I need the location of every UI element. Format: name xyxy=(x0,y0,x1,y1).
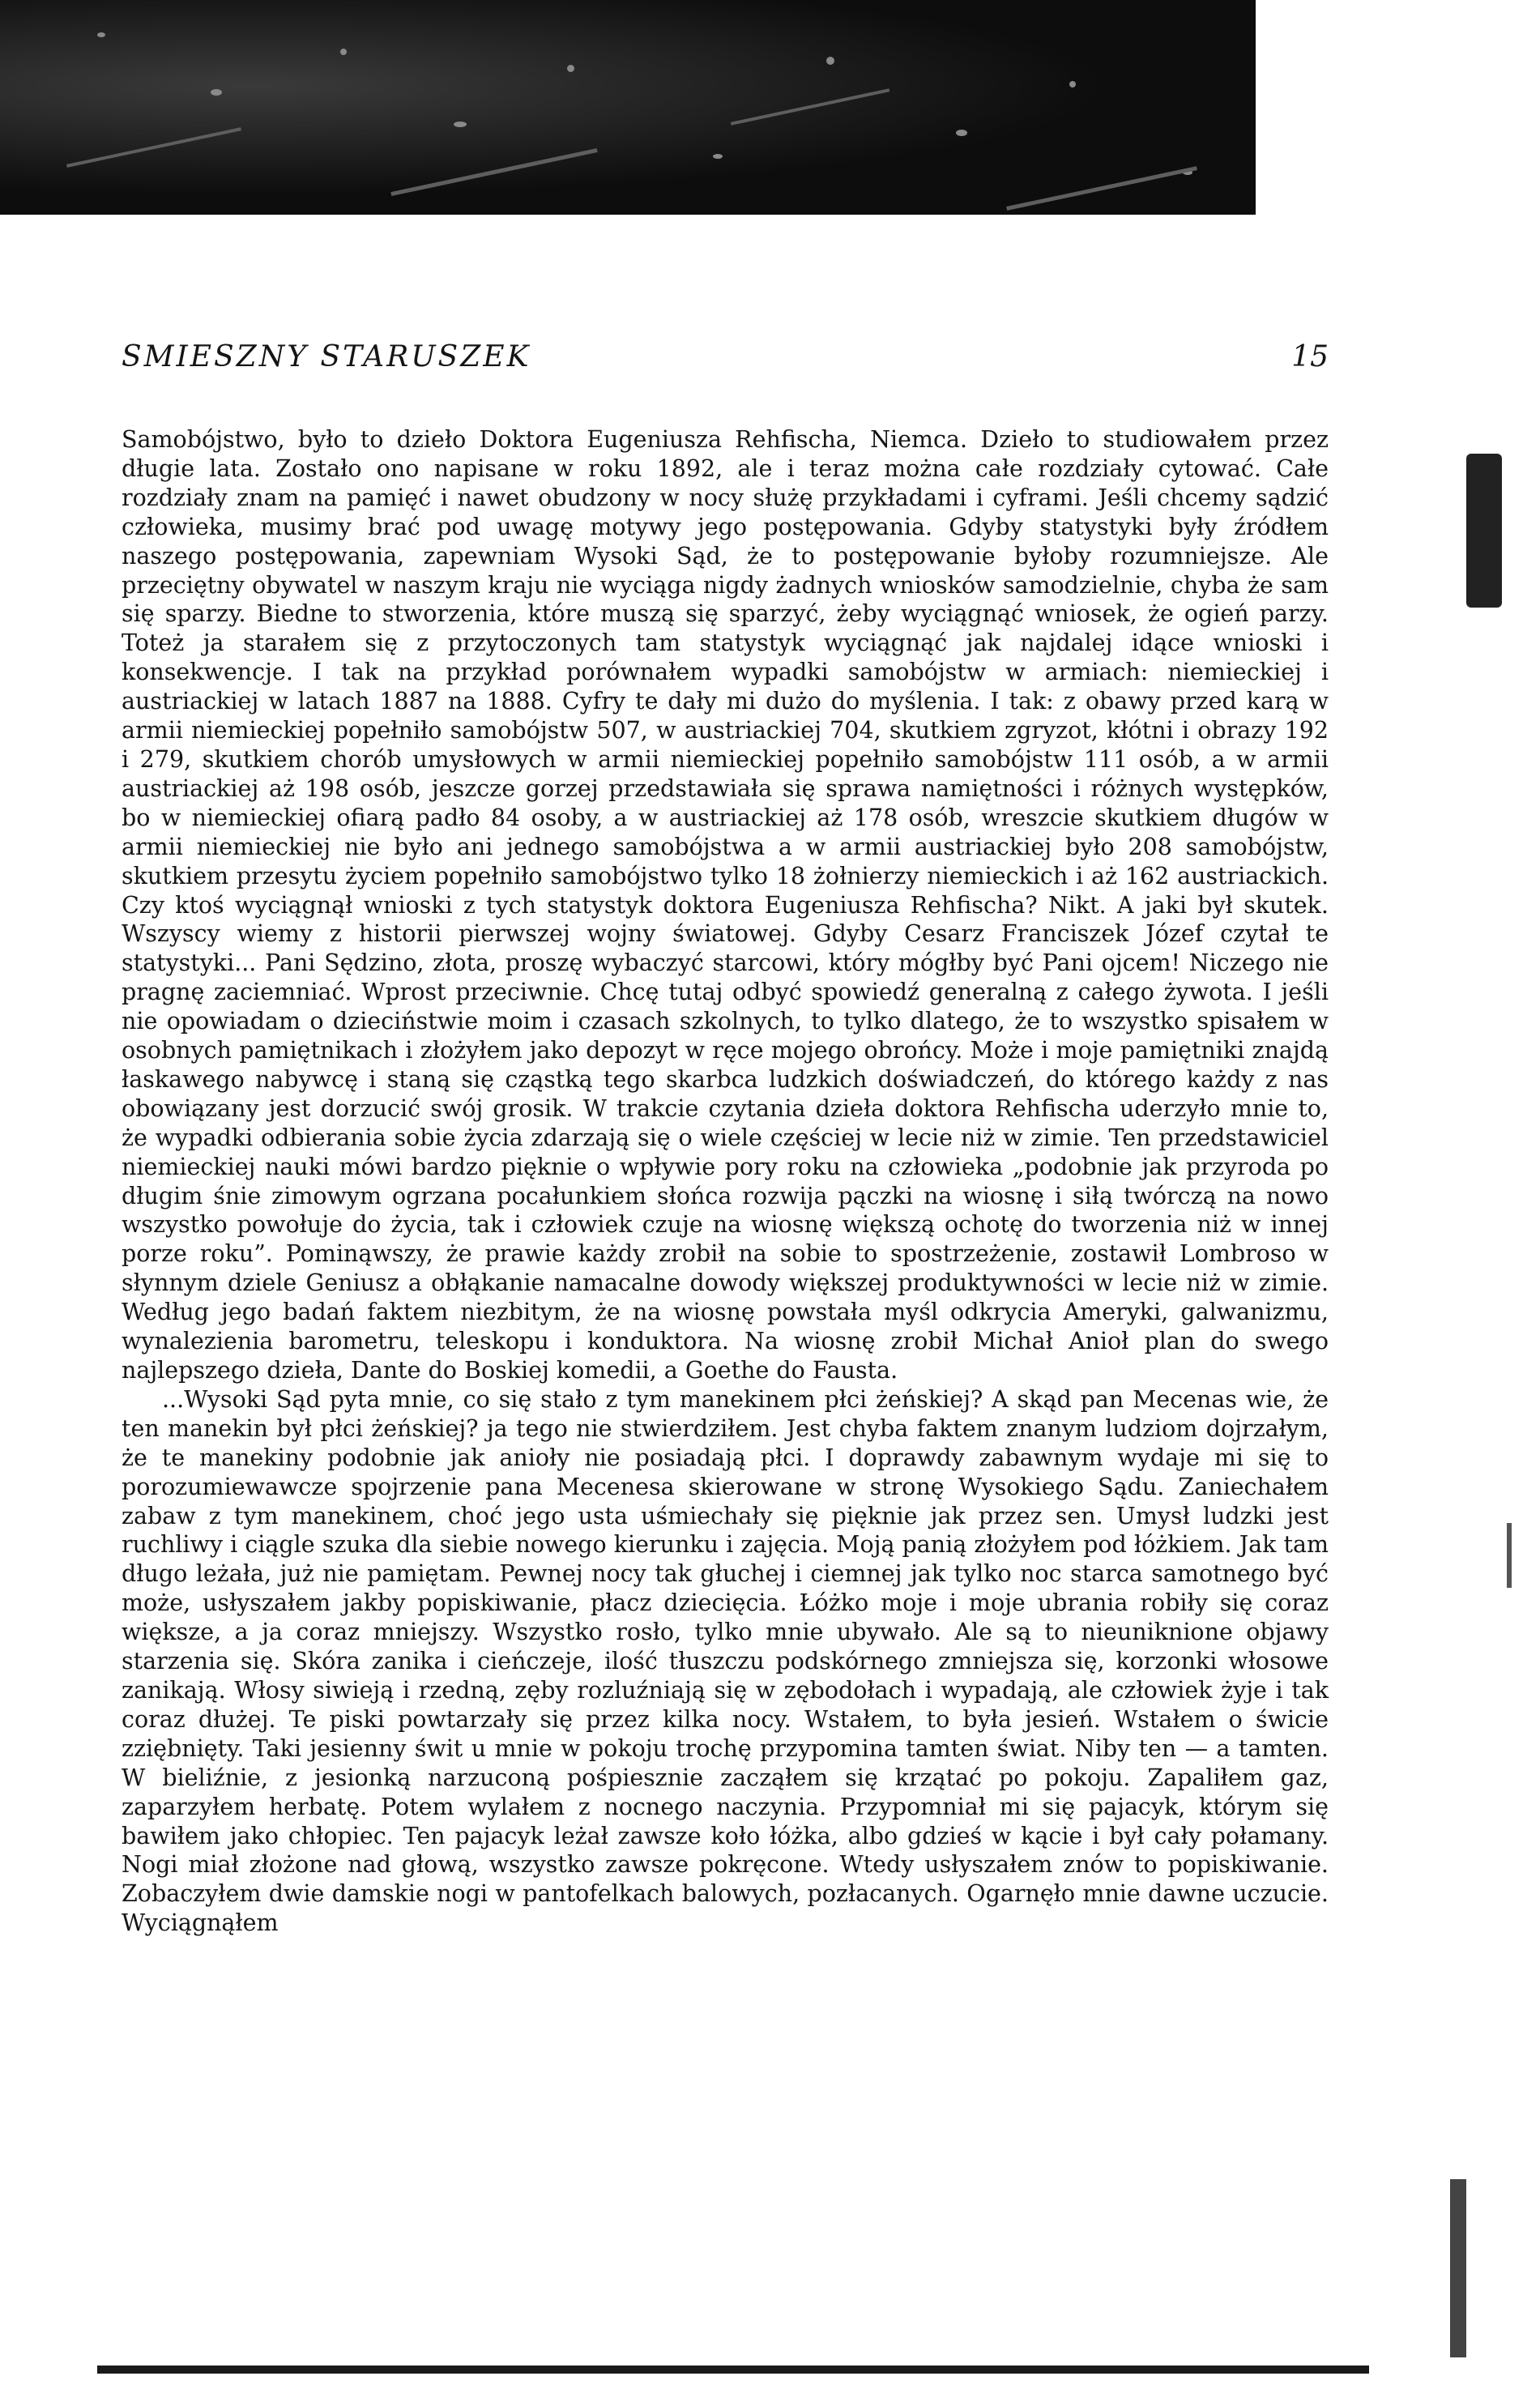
top-dark-photo-band xyxy=(0,0,1256,215)
page-body xyxy=(122,425,1329,1938)
margin-mark-middle xyxy=(1507,1523,1512,1588)
bottom-scan-edge xyxy=(97,2366,1369,2374)
running-title: SMIESZNY STARUSZEK xyxy=(122,340,531,373)
margin-mark-top xyxy=(1466,454,1502,608)
paragraph: ...Wysoki Sąd pyta mnie, co się stało z tym manekinem płci żeńskiej? A skąd pan Mecenas wie, że ten manekin był płci żeńskiej? ja tego nie stwierdziłem. Jest chyba faktem znanym ludziom dojrzałym, że te manekiny podobnie jak anioły nie posiadają płci. I doprawdy zabawnym wydaje mi się to porozumiewawcze spojrzenie pana Mecenesa skierowane w stronę Wysokiego Sądu. Zaniechałem zabaw z tym manekinem, choć jego usta uśmiechały się pięknie jak przez sen. Umysł ludzki jest ruchliwy i ciągle szuka dla siebie nowego kierunku i zajęcia. Moją panią złożyłem pod łóżkiem. Jak tam długo leżała, już nie pamiętam. Pewnej nocy tak głuchej i ciemnej jak tylko noc starca samotnego być może, usłyszałem jakby popiskiwanie, płacz dziecięcia. Łóżko moje i moje ubrania robiły się coraz większe, a ja coraz mniejszy. Wszystko rosło, tylko mnie ubywało. Ale są to nieuniknione objawy starzenia się. Skóra zanika i cieńczeje, ilość tłuszczu podskórnego zmniejsza się, korzonki włosowe zanikają. Włosy siwieją i rzedną, zęby rozluźniają się w zębodołach i wypadają, ale człowiek żyje i tak coraz dłużej. Te piski powtarzały się przez kilka nocy. Wstałem, to była jesień. Wstałem o świcie zziębnięty. Taki jesienny świt u mnie w pokoju trochę przypomina tamten świat. Niby ten — a tamten. W bieliźnie, z jesionką narzuconą pośpiesznie zacząłem się krzątać po pokoju. Zapaliłem gaz, zaparzyłem herbatę. Potem wylałem z nocnego naczynia. Przypomniał mi się pajacyk, którym się bawiłem jako chłopiec. Ten pajacyk leżał zawsze koło łóżka, albo gdzieś w kącie i był cały połamany. Nogi miał złożone nad głową, wszystko zawsze pokręcone. Wtedy usłyszałem znów to popiskiwanie. Zobaczyłem dwie damskie nogi w pantofelkach balowych, pozłacanych. Ogarnęło mnie dawne uczucie. Wyciągnąłem xyxy=(122,1385,1329,1937)
margin-mark-lower xyxy=(1450,2179,1466,2357)
page-number: 15 xyxy=(1291,340,1329,373)
page-header xyxy=(122,340,1329,381)
paragraph: Samobójstwo, było to dzieło Doktora Eugeniusza Rehfischa, Niemca. Dzieło to studiowałem przez długie lata. Zostało ono napisane w roku 1892, ale i teraz można całe rozdziały cytować. Całe rozdziały znam na pamięć i nawet obudzony w nocy służę przykładami i cyframi. Jeśli chcemy sądzić człowieka, musimy brać pod uwagę motywy jego postępowania. Gdyby statystyki były źródłem naszego postępowania, zapewniam Wysoki Sąd, że to postępowanie byłoby rozumniejsze. Ale przeciętny obywatel w naszym kraju nie wyciąga nigdy żadnych wniosków samodzielnie, chyba że sam się sparzy. Biedne to stworzenia, które muszą się sparzyć, żeby wyciągnąć wniosek, że ogień parzy. Toteż ja starałem się z przytoczonych tam statystyk wyciągnąć jak najdalej idące wnioski i konsekwencje. I tak na przykład porównałem wypadki samobójstw w armiach: niemieckiej i austriackiej w latach 1887 na 1888. Cyfry te dały mi dużo do myślenia. I tak: z obawy przed karą w armii niemieckiej popełniło samobójstw 507, w austriackiej 704, skutkiem zgryzot, kłótni i obrazy 192 i 279, skutkiem chorób umysłowych w armii niemieckiej popełniło samobójstw 111 osób, a w armii austriackiej aż 198 osób, jeszcze gorzej przedstawiała się sprawa namiętności i różnych występków, bo w niemieckiej ofiarą padło 84 osoby, a w austriackiej aż 178 osób, wreszcie skutkiem długów w armii niemieckiej nie było ani jednego samobójstwa a w armii austriackiej było 208 samobójstw, skutkiem przesytu życiem popełniło samobójstwo tylko 18 żołnierzy niemieckich i aż 162 austriackich. Czy ktoś wyciągnął wnioski z tych statystyk doktora Eugeniusza Rehfischa? Nikt. A jaki był skutek. Wszyscy wiemy z historii pierwszej wojny światowej. Gdyby Cesarz Franciszek Józef czytał te statystyki... Pani Sędzino, złota, proszę wybaczyć starcowi, który mógłby być Pani ojcem! Niczego nie pragnę zaciemniać. Wprost przeciwnie. Chcę tutaj odbyć spowiedź generalną z całego żywota. I jeśli nie opowiadam o dzieciństwie moim i czasach szkolnych, to tylko dlatego, że to wszystko spisałem w osobnych pamiętnikach i złożyłem jako depozyt w ręce mojego obrońcy. Może i moje pamiętniki znajdą łaskawego nabywcę i staną się cząstką tego skarbca ludzkich doświadczeń, do którego każdy z nas obowiązany jest dorzucić swój grosik. W trakcie czytania dzieła doktora Rehfischa uderzyło mnie to, że wypadki odbierania sobie życia zdarzają się o wiele częściej w lecie niż w zimie. Ten przedstawiciel niemieckiej nauki mówi bardzo pięknie o wpływie pory roku na człowieka „podobnie jak przyroda po długim śnie zimowym ogrzana pocałunkiem słońca rozwija pączki na wiosnę i siłą twórczą na nowo wszystko powołuje do życia, tak i człowiek czuje na wiosnę większą ochotę do tworzenia niż w innej porze roku”. Pominąwszy, że prawie każdy zrobił na sobie to spostrzeżenie, zostawił Lombroso w słynnym dziele Geniusz a obłąkanie namacalne dowody większej produktywności w lecie niż w zimie. Według jego badań faktem niezbitym, że na wiosnę powstała myśl odkrycia Ameryki, galwanizmu, wynalezienia barometru, teleskopu i konduktora. Na wiosnę zrobił Michał Anioł plan do swego najlepszego dzieła, Dante do Boskiej komedii, a Goethe do Fausta. xyxy=(122,426,1329,1384)
